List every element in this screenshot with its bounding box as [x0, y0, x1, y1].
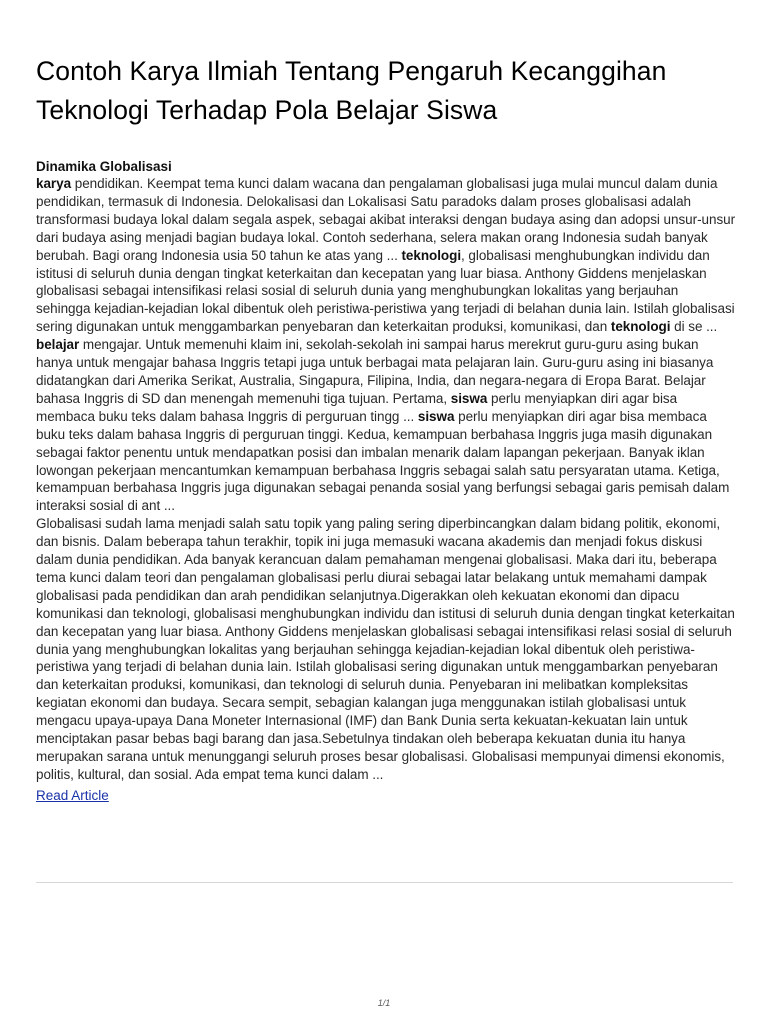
page-number: 1/1 [377, 998, 391, 1008]
section-heading: Dinamika Globalisasi [36, 159, 172, 174]
page-title: Contoh Karya Ilmiah Tentang Pengaruh Kecanggihan Teknologi Terhadap Pola Belajar Siswa [36, 56, 667, 125]
snippet-text: perlu menyiapkan diri agar bisa membaca buku teks dalam bahasa Inggris di perguruan tingg ... [36, 390, 678, 424]
search-snippet [36, 175, 736, 515]
keyword-highlight: siswa [417, 408, 455, 424]
read-article-link[interactable]: Read Article [36, 787, 109, 803]
snippet-text: perlu menyiapkan diri agar bisa membaca buku teks dalam bahasa Inggris di perguruan tinggi. Kedua, kemampuan berbahasa Inggris juga masih digunakan sebagai faktor penentu untuk mendapatkan posisi dan imbalan menarik dalam lapangan pekerjaan. Banyak iklan lowongan pekerjaan mencantumkan kemampuan berbahasa Inggris sebagai salah satu persyaratan utama. Ketiga, kemampuan berbahasa Inggris juga digunakan sebagai penanda sosial yang berfungsi sebagai garis pemisah dalam interaksi sosial di ant ... [36, 408, 730, 514]
snippet-text: pendidikan. Keempat tema kunci dalam wacana dan pengalaman globalisasi juga mulai muncul dalam dunia pendidikan, termasuk di Indonesia. Delokalisasi dan Lokalisasi Satu paradoks dalam proses globalisasi adalah transformasi budaya lokal dalam segala aspek, sebagai akibat interaksi dengan budaya asing dan adopsi unsur-unsur dari budaya asing menjadi bagian budaya lokal. Contoh sederhana, selera makan orang Indonesia sudah banyak berubah. Bagi orang Indonesia usia 50 tahun ke atas yang ... [36, 176, 736, 263]
keyword-highlight: teknologi [610, 319, 671, 335]
snippet-text: mengajar. Untuk memenuhi klaim ini, sekolah-sekolah ini sampai harus merekrut guru-guru asing bukan hanya untuk mengajar bahasa Inggris tetapi juga untuk berbagai mata pelajaran lain. Guru-guru asing ini biasanya didatangkan dari Amerika Serikat, Australia, Singapura, Filipina, India, dan negara-negara di Eropa Barat. Belajar bahasa Inggris di SD dan menengah memenuhi tiga tujuan. Pertama, [36, 337, 714, 406]
divider [36, 882, 733, 883]
snippet-text: di se ... [670, 319, 718, 335]
keyword-highlight: siswa [450, 390, 488, 406]
keyword-highlight: teknologi [401, 247, 462, 263]
keyword-highlight: belajar [36, 337, 80, 353]
keyword-highlight: karya [36, 176, 72, 191]
document-page [36, 52, 736, 805]
article-body: Globalisasi sudah lama menjadi salah satu topik yang paling sering diperbincangkan dalam bidang politik, ekonomi, dan bisnis. Dalam beberapa tahun terakhir, topik ini juga memasuki wacana akademis dan menjadi fokus diskusi dalam dunia pendidikan. Ada banyak kerancuan dalam pemahaman mengenai globalisasi. Maka dari itu, beberapa tema kunci dalam teori dan pengalaman globalisasi perlu diurai sebagai latar belakang untuk memahami dampak globalisasi pada pendidikan dan arah pendidikan selanjutnya.Digerakkan oleh kekuatan ekonomi dan dipacu komunikasi dan teknologi, globalisasi menghubungkan individu dan istitusi di seluruh dunia dengan tingkat keterkaitan dan kecepatan yang luar biasa. Anthony Giddens menjelaskan globalisasi sebagai intensifikasi relasi sosial di seluruh dunia yang menghubungkan lokalitas yang berjauhan sehingga kejadian-kejadian lokal dibentuk oleh peristiwa-peristiwa yang terjadi di belahan dunia lain. Istilah globalisasi sering digunakan untuk menggambarkan penyebaran dan keterkaitan produksi, komunikasi, dan teknologi di seluruh dunia. Penyebaran ini melibatkan kompleksitas kegiatan ekonomi dan budaya. Secara sempit, sebagian kalangan juga menggunakan istilah globalisasi untuk mengacu upaya-upaya Dana Moneter Internasional (IMF) dan Bank Dunia serta kekuatan-kekuatan lain untuk menciptakan pasar bebas bagi barang dan jasa.Sebetulnya tindakan oleh beberapa kekuatan dunia itu hanya merupakan sarana untuk menunggangi seluruh proses besar globalisasi. Globalisasi mempunyai dimensi ekonomis, politis, kultural, dan sosial. Ada empat tema kunci dalam ... [36, 516, 735, 782]
snippet-text: , globalisasi menghubungkan individu dan istitusi di seluruh dunia dengan tingkat keterkaitan dan kecepatan yang luar biasa. Anthony Giddens menjelaskan globalisasi sebagai intensifikasi relasi sosial di seluruh dunia yang menghubungkan lokalitas yang berjauhan sehingga kejadian-kejadian lokal dibentuk oleh peristiwa-peristiwa yang terjadi di belahan dunia lain. Istilah globalisasi sering digunakan untuk menggambarkan penyebaran dan keterkaitan produksi, komunikasi, dan [36, 247, 735, 335]
